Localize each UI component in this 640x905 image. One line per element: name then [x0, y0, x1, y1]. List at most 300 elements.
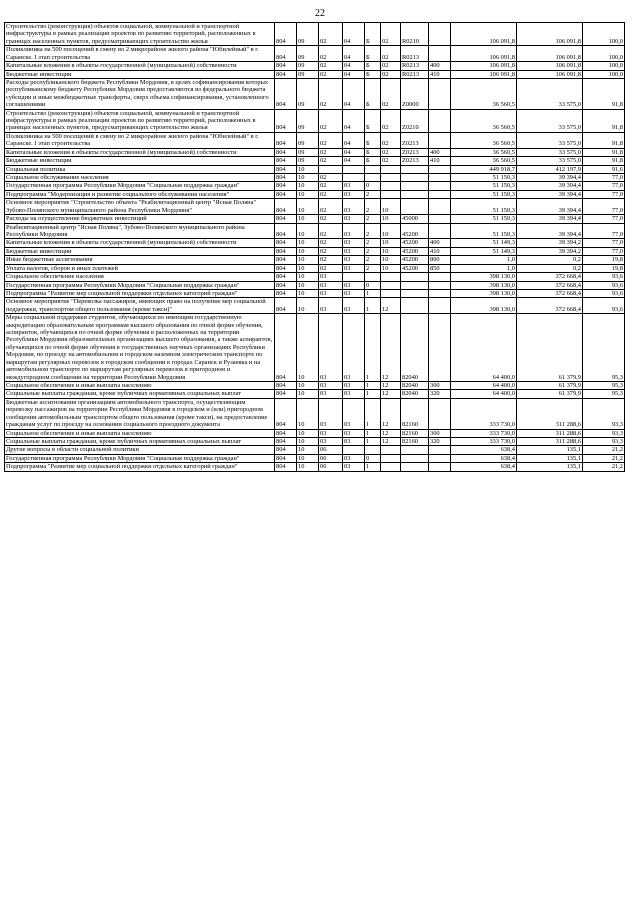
col-program: 04: [343, 132, 365, 148]
col-section: 10: [297, 314, 319, 382]
col-executed: 106 091,8: [517, 62, 583, 70]
col-expense-type: 410: [429, 247, 451, 255]
col-subsection: 02: [319, 23, 343, 46]
col-section: 10: [297, 264, 319, 272]
col-subsection: 02: [319, 148, 343, 156]
row-name: Подпрограмма "Развитие мер социальной поддержки отдельных категорий граждан": [5, 289, 275, 297]
col-direction: [401, 446, 429, 454]
col-section: 09: [297, 148, 319, 156]
col-direction: [401, 165, 429, 173]
col-executed: 39 394,2: [517, 247, 583, 255]
col-activity: [381, 289, 401, 297]
col-ved: 804: [275, 190, 297, 198]
col-ved: 804: [275, 446, 297, 454]
col-expense-type: 410: [429, 157, 451, 165]
col-activity: 02: [381, 62, 401, 70]
col-expense-type: [429, 281, 451, 289]
col-executed: 372 668,4: [517, 298, 583, 314]
col-ved: 804: [275, 454, 297, 462]
col-direction: [401, 273, 429, 281]
col-subsection: 02: [319, 62, 343, 70]
col-executed: 39 394,4: [517, 190, 583, 198]
col-planned: 51 149,3: [451, 247, 517, 255]
col-ved: 804: [275, 199, 297, 215]
col-activity: [381, 182, 401, 190]
col-expense-type: [429, 165, 451, 173]
col-direction: [401, 182, 429, 190]
col-ved: 804: [275, 62, 297, 70]
col-activity: 02: [381, 148, 401, 156]
col-ved: 804: [275, 182, 297, 190]
col-percent: 77,0: [583, 215, 625, 223]
col-ved: 804: [275, 23, 297, 46]
col-subsection: 02: [319, 199, 343, 215]
col-planned: 1,0: [451, 264, 517, 272]
col-subsection: 02: [319, 109, 343, 132]
col-percent: 91,8: [583, 148, 625, 156]
col-planned: 64 400,0: [451, 390, 517, 398]
col-program: 03: [343, 289, 365, 297]
col-subsection: 03: [319, 289, 343, 297]
col-program: 03: [343, 463, 365, 471]
col-ved: 804: [275, 463, 297, 471]
col-planned: 106 091,8: [451, 46, 517, 62]
col-direction: [401, 289, 429, 297]
row-name: Социальная политика: [5, 165, 275, 173]
col-expense-type: 800: [429, 256, 451, 264]
row-name: Подпрограмма "Развитие мер социальной поддержки отдельных категорий граждан": [5, 463, 275, 471]
col-expense-type: [429, 314, 451, 382]
col-expense-type: [429, 190, 451, 198]
col-section: 10: [297, 256, 319, 264]
row-name: Подпрограмма "Модернизация и развитие социального обслуживания населения": [5, 190, 275, 198]
col-subsection: 03: [319, 390, 343, 398]
col-program: 04: [343, 157, 365, 165]
col-executed: 135,1: [517, 463, 583, 471]
col-section: 10: [297, 247, 319, 255]
col-section: 10: [297, 165, 319, 173]
col-program: 03: [343, 454, 365, 462]
col-section: 10: [297, 437, 319, 445]
col-subprogram: 2: [365, 190, 381, 198]
col-executed: 135,1: [517, 446, 583, 454]
col-expense-type: [429, 463, 451, 471]
col-program: 04: [343, 46, 365, 62]
col-planned: 106 091,8: [451, 23, 517, 46]
table-row: [5, 239, 625, 247]
col-executed: 39 394,4: [517, 215, 583, 223]
table-row: [5, 157, 625, 165]
col-program: 04: [343, 148, 365, 156]
col-section: 09: [297, 132, 319, 148]
col-subsection: 02: [319, 46, 343, 62]
col-section: 10: [297, 298, 319, 314]
col-section: 10: [297, 174, 319, 182]
col-expense-type: [429, 215, 451, 223]
col-expense-type: 400: [429, 239, 451, 247]
col-activity: 12: [381, 398, 401, 429]
col-direction: Z0213: [401, 157, 429, 165]
col-subprogram: 2: [365, 215, 381, 223]
col-subsection: 02: [319, 182, 343, 190]
col-subprogram: [365, 165, 381, 173]
col-planned: 638,4: [451, 463, 517, 471]
col-activity: 10: [381, 264, 401, 272]
col-activity: [381, 463, 401, 471]
col-subprogram: Б: [365, 23, 381, 46]
col-direction: 82160: [401, 429, 429, 437]
row-name: Строительство (реконструкция) объектов социальной, коммунальной и транспортной инфраструктуры в рамках реализации проектов по развитию территорий, расположенных в границах населенных пунктов, предусматривающих строительство жилья: [5, 109, 275, 132]
col-planned: 398 130,0: [451, 273, 517, 281]
table-row: [5, 264, 625, 272]
col-executed: 61 379,9: [517, 390, 583, 398]
col-activity: 10: [381, 247, 401, 255]
col-activity: 12: [381, 429, 401, 437]
col-subprogram: 2: [365, 247, 381, 255]
col-percent: 77,0: [583, 199, 625, 215]
col-expense-type: [429, 78, 451, 109]
col-activity: 12: [381, 390, 401, 398]
col-executed: 311 288,6: [517, 398, 583, 429]
col-expense-type: 320: [429, 390, 451, 398]
col-subsection: 06: [319, 454, 343, 462]
col-section: 10: [297, 182, 319, 190]
row-name: Уплата налогов, сборов и иных платежей: [5, 264, 275, 272]
col-ved: 804: [275, 239, 297, 247]
col-program: 04: [343, 70, 365, 78]
col-planned: 333 730,0: [451, 398, 517, 429]
col-program: 03: [343, 223, 365, 239]
col-percent: 93,3: [583, 429, 625, 437]
col-expense-type: [429, 398, 451, 429]
col-planned: 36 560,5: [451, 157, 517, 165]
col-program: 03: [343, 298, 365, 314]
col-planned: 106 091,8: [451, 62, 517, 70]
col-planned: 51 150,3: [451, 215, 517, 223]
col-program: 03: [343, 215, 365, 223]
col-program: 03: [343, 281, 365, 289]
table-row: [5, 429, 625, 437]
col-direction: 82040: [401, 381, 429, 389]
col-activity: 12: [381, 437, 401, 445]
table-row: [5, 199, 625, 215]
col-section: 09: [297, 23, 319, 46]
col-executed: 39 394,4: [517, 223, 583, 239]
table-row: [5, 182, 625, 190]
row-name: Капитальные вложения в объекты государственной (муниципальной) собственности: [5, 239, 275, 247]
col-activity: [381, 446, 401, 454]
table-row: [5, 314, 625, 382]
col-direction: [401, 454, 429, 462]
col-subsection: 06: [319, 446, 343, 454]
col-section: 09: [297, 46, 319, 62]
col-executed: 106 091,8: [517, 70, 583, 78]
col-activity: [381, 273, 401, 281]
row-name: Государственная программа Республики Мордовия "Социальная поддержка граждан": [5, 454, 275, 462]
col-ved: 804: [275, 281, 297, 289]
col-program: 03: [343, 247, 365, 255]
col-direction: R0210: [401, 23, 429, 46]
col-percent: 91,8: [583, 109, 625, 132]
row-name: Социальное обеспечение и иные выплаты населению: [5, 381, 275, 389]
col-percent: 93,6: [583, 289, 625, 297]
table-row: [5, 454, 625, 462]
row-name: Основное мероприятие "Строительство объекта "Реабилитационный центр "Ясная Поляна" Зубово-Полянского муниципального района Республики Мордовия": [5, 199, 275, 215]
col-ved: 804: [275, 289, 297, 297]
col-subsection: 02: [319, 264, 343, 272]
col-program: 04: [343, 109, 365, 132]
table-row: [5, 381, 625, 389]
col-ved: 804: [275, 215, 297, 223]
col-percent: 93,6: [583, 298, 625, 314]
col-program: [343, 273, 365, 281]
col-ved: 804: [275, 148, 297, 156]
col-ved: 804: [275, 398, 297, 429]
col-section: 10: [297, 289, 319, 297]
table-row: [5, 446, 625, 454]
col-subsection: 02: [319, 70, 343, 78]
col-section: 10: [297, 398, 319, 429]
col-subprogram: 1: [365, 381, 381, 389]
col-subprogram: Б: [365, 157, 381, 165]
col-ved: 804: [275, 256, 297, 264]
col-ved: 804: [275, 70, 297, 78]
col-activity: 02: [381, 157, 401, 165]
col-section: 10: [297, 223, 319, 239]
col-section: 09: [297, 70, 319, 78]
col-percent: 19,8: [583, 256, 625, 264]
col-percent: 100,0: [583, 70, 625, 78]
col-direction: 82160: [401, 437, 429, 445]
col-program: 03: [343, 437, 365, 445]
col-percent: 77,0: [583, 182, 625, 190]
col-percent: 77,0: [583, 239, 625, 247]
col-subprogram: Б: [365, 70, 381, 78]
col-program: 03: [343, 390, 365, 398]
table-row: [5, 437, 625, 445]
col-activity: 10: [381, 199, 401, 215]
col-expense-type: [429, 199, 451, 215]
col-executed: 372 668,4: [517, 289, 583, 297]
col-direction: Z0210: [401, 109, 429, 132]
row-name: Социальное обеспечение и иные выплаты населению: [5, 429, 275, 437]
row-name: Иные бюджетные ассигнования: [5, 256, 275, 264]
col-executed: 372 668,4: [517, 273, 583, 281]
col-direction: 45200: [401, 239, 429, 247]
col-subprogram: 1: [365, 298, 381, 314]
col-ved: 804: [275, 157, 297, 165]
col-executed: 39 394,4: [517, 174, 583, 182]
col-percent: 95,3: [583, 390, 625, 398]
col-subsection: 03: [319, 429, 343, 437]
col-subprogram: 0: [365, 182, 381, 190]
col-expense-type: [429, 454, 451, 462]
table-row: [5, 390, 625, 398]
col-subsection: 06: [319, 463, 343, 471]
row-name: Государственная программа Республики Мордовия "Социальная поддержка граждан": [5, 182, 275, 190]
col-subprogram: Б: [365, 62, 381, 70]
col-subsection: 02: [319, 174, 343, 182]
col-subsection: 02: [319, 256, 343, 264]
col-subprogram: 1: [365, 437, 381, 445]
row-name: Бюджетные инвестиции: [5, 70, 275, 78]
col-expense-type: [429, 298, 451, 314]
col-program: 03: [343, 199, 365, 215]
col-direction: Z0213: [401, 132, 429, 148]
col-executed: 412 197,9: [517, 165, 583, 173]
col-direction: [401, 463, 429, 471]
col-activity: 02: [381, 132, 401, 148]
page-number: 22: [315, 8, 325, 19]
col-section: 10: [297, 454, 319, 462]
table-row: [5, 281, 625, 289]
col-activity: [381, 165, 401, 173]
col-subprogram: Б: [365, 78, 381, 109]
table-row: [5, 215, 625, 223]
col-executed: 0,2: [517, 256, 583, 264]
table-row: [5, 46, 625, 62]
col-executed: 311 288,6: [517, 437, 583, 445]
col-expense-type: 400: [429, 148, 451, 156]
col-ved: 804: [275, 174, 297, 182]
col-subprogram: Б: [365, 46, 381, 62]
col-program: 03: [343, 398, 365, 429]
col-direction: 82160: [401, 398, 429, 429]
col-planned: 64 400,0: [451, 314, 517, 382]
col-expense-type: [429, 273, 451, 281]
col-percent: 21,2: [583, 463, 625, 471]
col-program: 03: [343, 182, 365, 190]
row-name: Поликлиника на 500 посещений в смену во 2 микрорайоне жилого района "Юбилейный" в г. Саранске. I этап строительства: [5, 132, 275, 148]
col-planned: 398 130,0: [451, 281, 517, 289]
col-subsection: [319, 165, 343, 173]
col-activity: 02: [381, 109, 401, 132]
col-section: 10: [297, 446, 319, 454]
col-subprogram: 1: [365, 390, 381, 398]
col-executed: 33 575,0: [517, 132, 583, 148]
col-planned: 51 150,3: [451, 223, 517, 239]
col-direction: [401, 199, 429, 215]
col-percent: 91,8: [583, 132, 625, 148]
col-planned: 398 130,0: [451, 298, 517, 314]
col-ved: 804: [275, 298, 297, 314]
col-activity: [381, 281, 401, 289]
col-percent: 93,6: [583, 281, 625, 289]
table-row: [5, 289, 625, 297]
col-ved: 804: [275, 46, 297, 62]
col-executed: 39 394,4: [517, 199, 583, 215]
table-row: [5, 70, 625, 78]
col-expense-type: 400: [429, 62, 451, 70]
col-direction: Z0213: [401, 148, 429, 156]
col-percent: 21,2: [583, 446, 625, 454]
col-subprogram: 1: [365, 429, 381, 437]
col-percent: 95,3: [583, 314, 625, 382]
col-section: 10: [297, 215, 319, 223]
col-planned: 398 130,0: [451, 289, 517, 297]
col-program: [343, 446, 365, 454]
col-planned: 51 150,3: [451, 174, 517, 182]
row-name: Бюджетные инвестиции: [5, 157, 275, 165]
col-planned: 36 560,5: [451, 148, 517, 156]
col-planned: 51 150,3: [451, 190, 517, 198]
budget-table: [4, 22, 625, 472]
col-activity: 02: [381, 70, 401, 78]
col-planned: 51 149,3: [451, 239, 517, 247]
col-planned: 333 730,0: [451, 437, 517, 445]
col-percent: 91,6: [583, 165, 625, 173]
col-executed: 106 091,8: [517, 46, 583, 62]
col-subsection: 03: [319, 381, 343, 389]
col-direction: 82040: [401, 390, 429, 398]
table-row: [5, 273, 625, 281]
col-planned: 1,0: [451, 256, 517, 264]
col-program: 04: [343, 78, 365, 109]
row-name: Капитальные вложения в объекты государственной (муниципальной) собственности: [5, 148, 275, 156]
col-subsection: 02: [319, 247, 343, 255]
col-program: 04: [343, 23, 365, 46]
col-subsection: 03: [319, 298, 343, 314]
table-row: [5, 247, 625, 255]
col-ved: 804: [275, 437, 297, 445]
col-section: 10: [297, 381, 319, 389]
table-row: [5, 398, 625, 429]
col-ved: 804: [275, 78, 297, 109]
col-subprogram: Б: [365, 132, 381, 148]
col-activity: [381, 174, 401, 182]
col-program: 03: [343, 190, 365, 198]
table-row: [5, 148, 625, 156]
col-executed: 135,1: [517, 454, 583, 462]
col-planned: 36 560,5: [451, 78, 517, 109]
row-name: Другие вопросы в области социальной политики: [5, 446, 275, 454]
col-percent: 91,8: [583, 78, 625, 109]
table-row: [5, 109, 625, 132]
col-subsection: 03: [319, 314, 343, 382]
col-subsection: 03: [319, 281, 343, 289]
col-planned: 333 730,0: [451, 429, 517, 437]
col-direction: 45200: [401, 264, 429, 272]
col-expense-type: 300: [429, 429, 451, 437]
col-expense-type: [429, 23, 451, 46]
col-subprogram: 2: [365, 256, 381, 264]
col-subprogram: [365, 174, 381, 182]
col-executed: 33 575,0: [517, 78, 583, 109]
col-planned: 51 150,3: [451, 182, 517, 190]
col-activity: 10: [381, 223, 401, 239]
col-section: 10: [297, 273, 319, 281]
col-expense-type: [429, 289, 451, 297]
col-section: 09: [297, 109, 319, 132]
col-subprogram: Б: [365, 148, 381, 156]
col-program: 03: [343, 264, 365, 272]
col-direction: 45000: [401, 215, 429, 223]
col-planned: 51 150,3: [451, 199, 517, 215]
row-name: Расходы на осуществление бюджетных инвестиций: [5, 215, 275, 223]
col-subprogram: 2: [365, 223, 381, 239]
col-direction: R0213: [401, 46, 429, 62]
col-subprogram: 1: [365, 463, 381, 471]
col-section: 09: [297, 78, 319, 109]
table-row: [5, 78, 625, 109]
col-expense-type: 850: [429, 264, 451, 272]
col-subsection: 02: [319, 132, 343, 148]
col-subprogram: [365, 273, 381, 281]
col-planned: 106 091,8: [451, 70, 517, 78]
row-name: Расходы республиканского бюджета Республики Мордовия, в целях софинансирования которых республиканскому бюджету Республики Мордовия предоставляются из федерального бюджета субсидии и иные межбюджетные трансферты, сверх объема софинансирования, установленного соглашениями: [5, 78, 275, 109]
col-program: 03: [343, 256, 365, 264]
col-subsection: 03: [319, 273, 343, 281]
